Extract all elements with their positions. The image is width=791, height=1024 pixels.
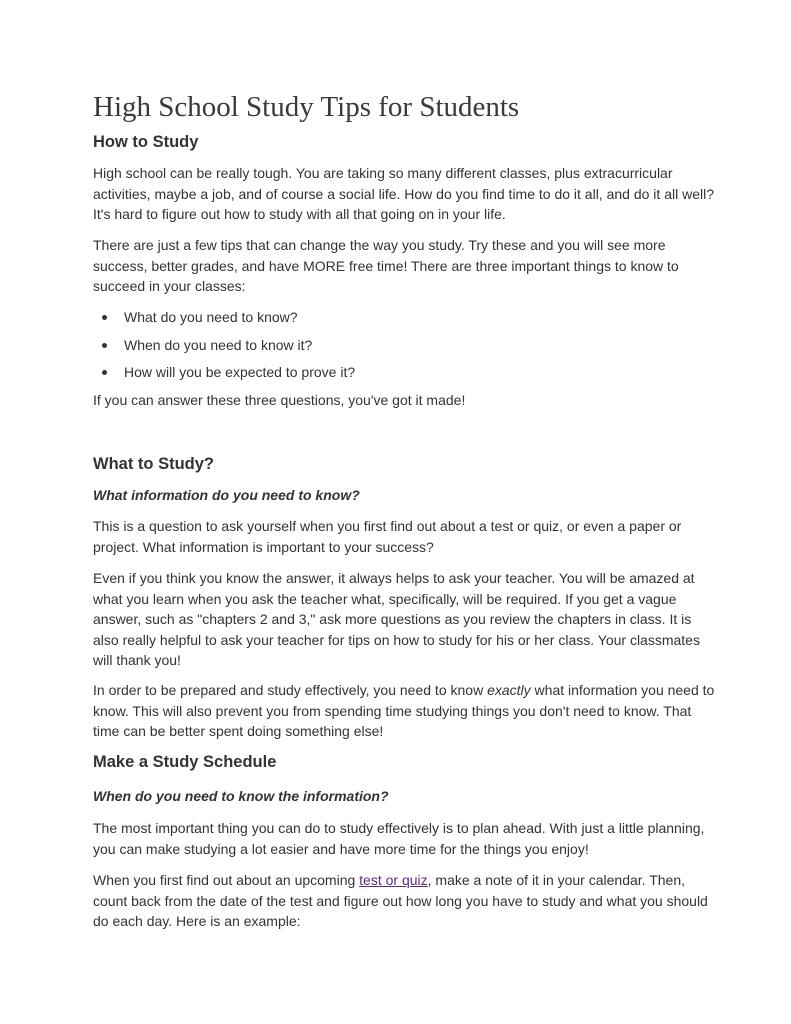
bullet-icon [102, 315, 107, 320]
bullet-icon [102, 343, 107, 348]
paragraph-line: know. This will also prevent you from spending time studying things you don't need to know. That [93, 702, 692, 719]
paragraph-line: time can be better spent doing something else! [93, 723, 384, 739]
paragraph-line: count back from the date of the test and figure out how long you have to study and what you should [93, 892, 708, 909]
paragraph [93, 235, 705, 297]
paragraph [93, 680, 715, 742]
paragraph-line: project. What information is important to your success? [93, 538, 434, 555]
paragraph-line: High school can be really tough. You are taking so many different classes, plus extracurricular [93, 165, 673, 181]
section-heading-what-to-study: What to Study? [93, 455, 214, 473]
text-run: , make a note of it in your calendar. Then, [427, 872, 685, 888]
paragraph-line: activities, maybe a job, and of course a social life. How do you find time to do it all, and do it all well? [93, 185, 714, 202]
text-run: what information you need to [530, 682, 715, 698]
paragraph-line [93, 680, 715, 701]
paragraph-line: This is a question to ask yourself when you first find out about a test or quiz, or even a paper or [93, 518, 682, 534]
paragraph-line: will thank you! [93, 652, 181, 668]
paragraph-line: what you learn when you ask the teacher what, specifically, will be required. If you get a vague [93, 590, 677, 607]
paragraph-line: Even if you think you know the answer, it always helps to ask your teacher. You will be amazed at [93, 570, 695, 586]
list-item-text: What do you need to know? [124, 309, 298, 325]
paragraph-line: do each day. Here is an example: [93, 913, 301, 929]
paragraph-line [93, 870, 705, 891]
bullet-icon [102, 370, 107, 375]
paragraph-line: succeed in your classes: [93, 278, 246, 294]
paragraph [93, 818, 705, 859]
paragraph-line: also really helpful to ask your teacher for tips on how to study for his or her class. Your classmates [93, 631, 700, 648]
paragraph-line: If you can answer these three questions, you've got it made! [93, 392, 466, 408]
emphasis-text: exactly [487, 682, 531, 698]
paragraph [93, 516, 705, 557]
paragraph-line: you can make studying a lot easier and have more time for the things you enjoy! [93, 840, 589, 857]
paragraph [93, 568, 705, 671]
section-subheading: When do you need to know the information? [93, 788, 389, 804]
paragraph-line: It's hard to figure out how to study with all that going on in your life. [93, 206, 506, 222]
section-heading-study-schedule: Make a Study Schedule [93, 753, 277, 771]
section-heading-how-to-study: How to Study [93, 133, 199, 151]
text-run: When you first find out about an upcoming [93, 872, 360, 888]
paragraph-line: The most important thing you can do to study effectively is to plan ahead. With just a little planning, [93, 820, 705, 836]
text-run: In order to be prepared and study effectively, you need to know [93, 682, 488, 698]
list-item-text: When do you need to know it? [124, 337, 313, 353]
page-title: High School Study Tips for Students [93, 91, 520, 123]
test-or-quiz-link[interactable]: test or quiz [359, 872, 428, 888]
list-item-text: How will you be expected to prove it? [124, 364, 356, 380]
paragraph [93, 163, 714, 225]
paragraph-line: There are just a few tips that can change the way you study. Try these and you will see more [93, 237, 666, 253]
paragraph-line: answer, such as "chapters 2 and 3," ask more questions as you review the chapters in class. It is [93, 611, 692, 627]
paragraph [93, 390, 705, 411]
section-subheading: What information do you need to know? [93, 487, 360, 503]
paragraph [93, 870, 708, 932]
paragraph-line: success, better grades, and have MORE free time! There are three important things to know to [93, 257, 679, 274]
